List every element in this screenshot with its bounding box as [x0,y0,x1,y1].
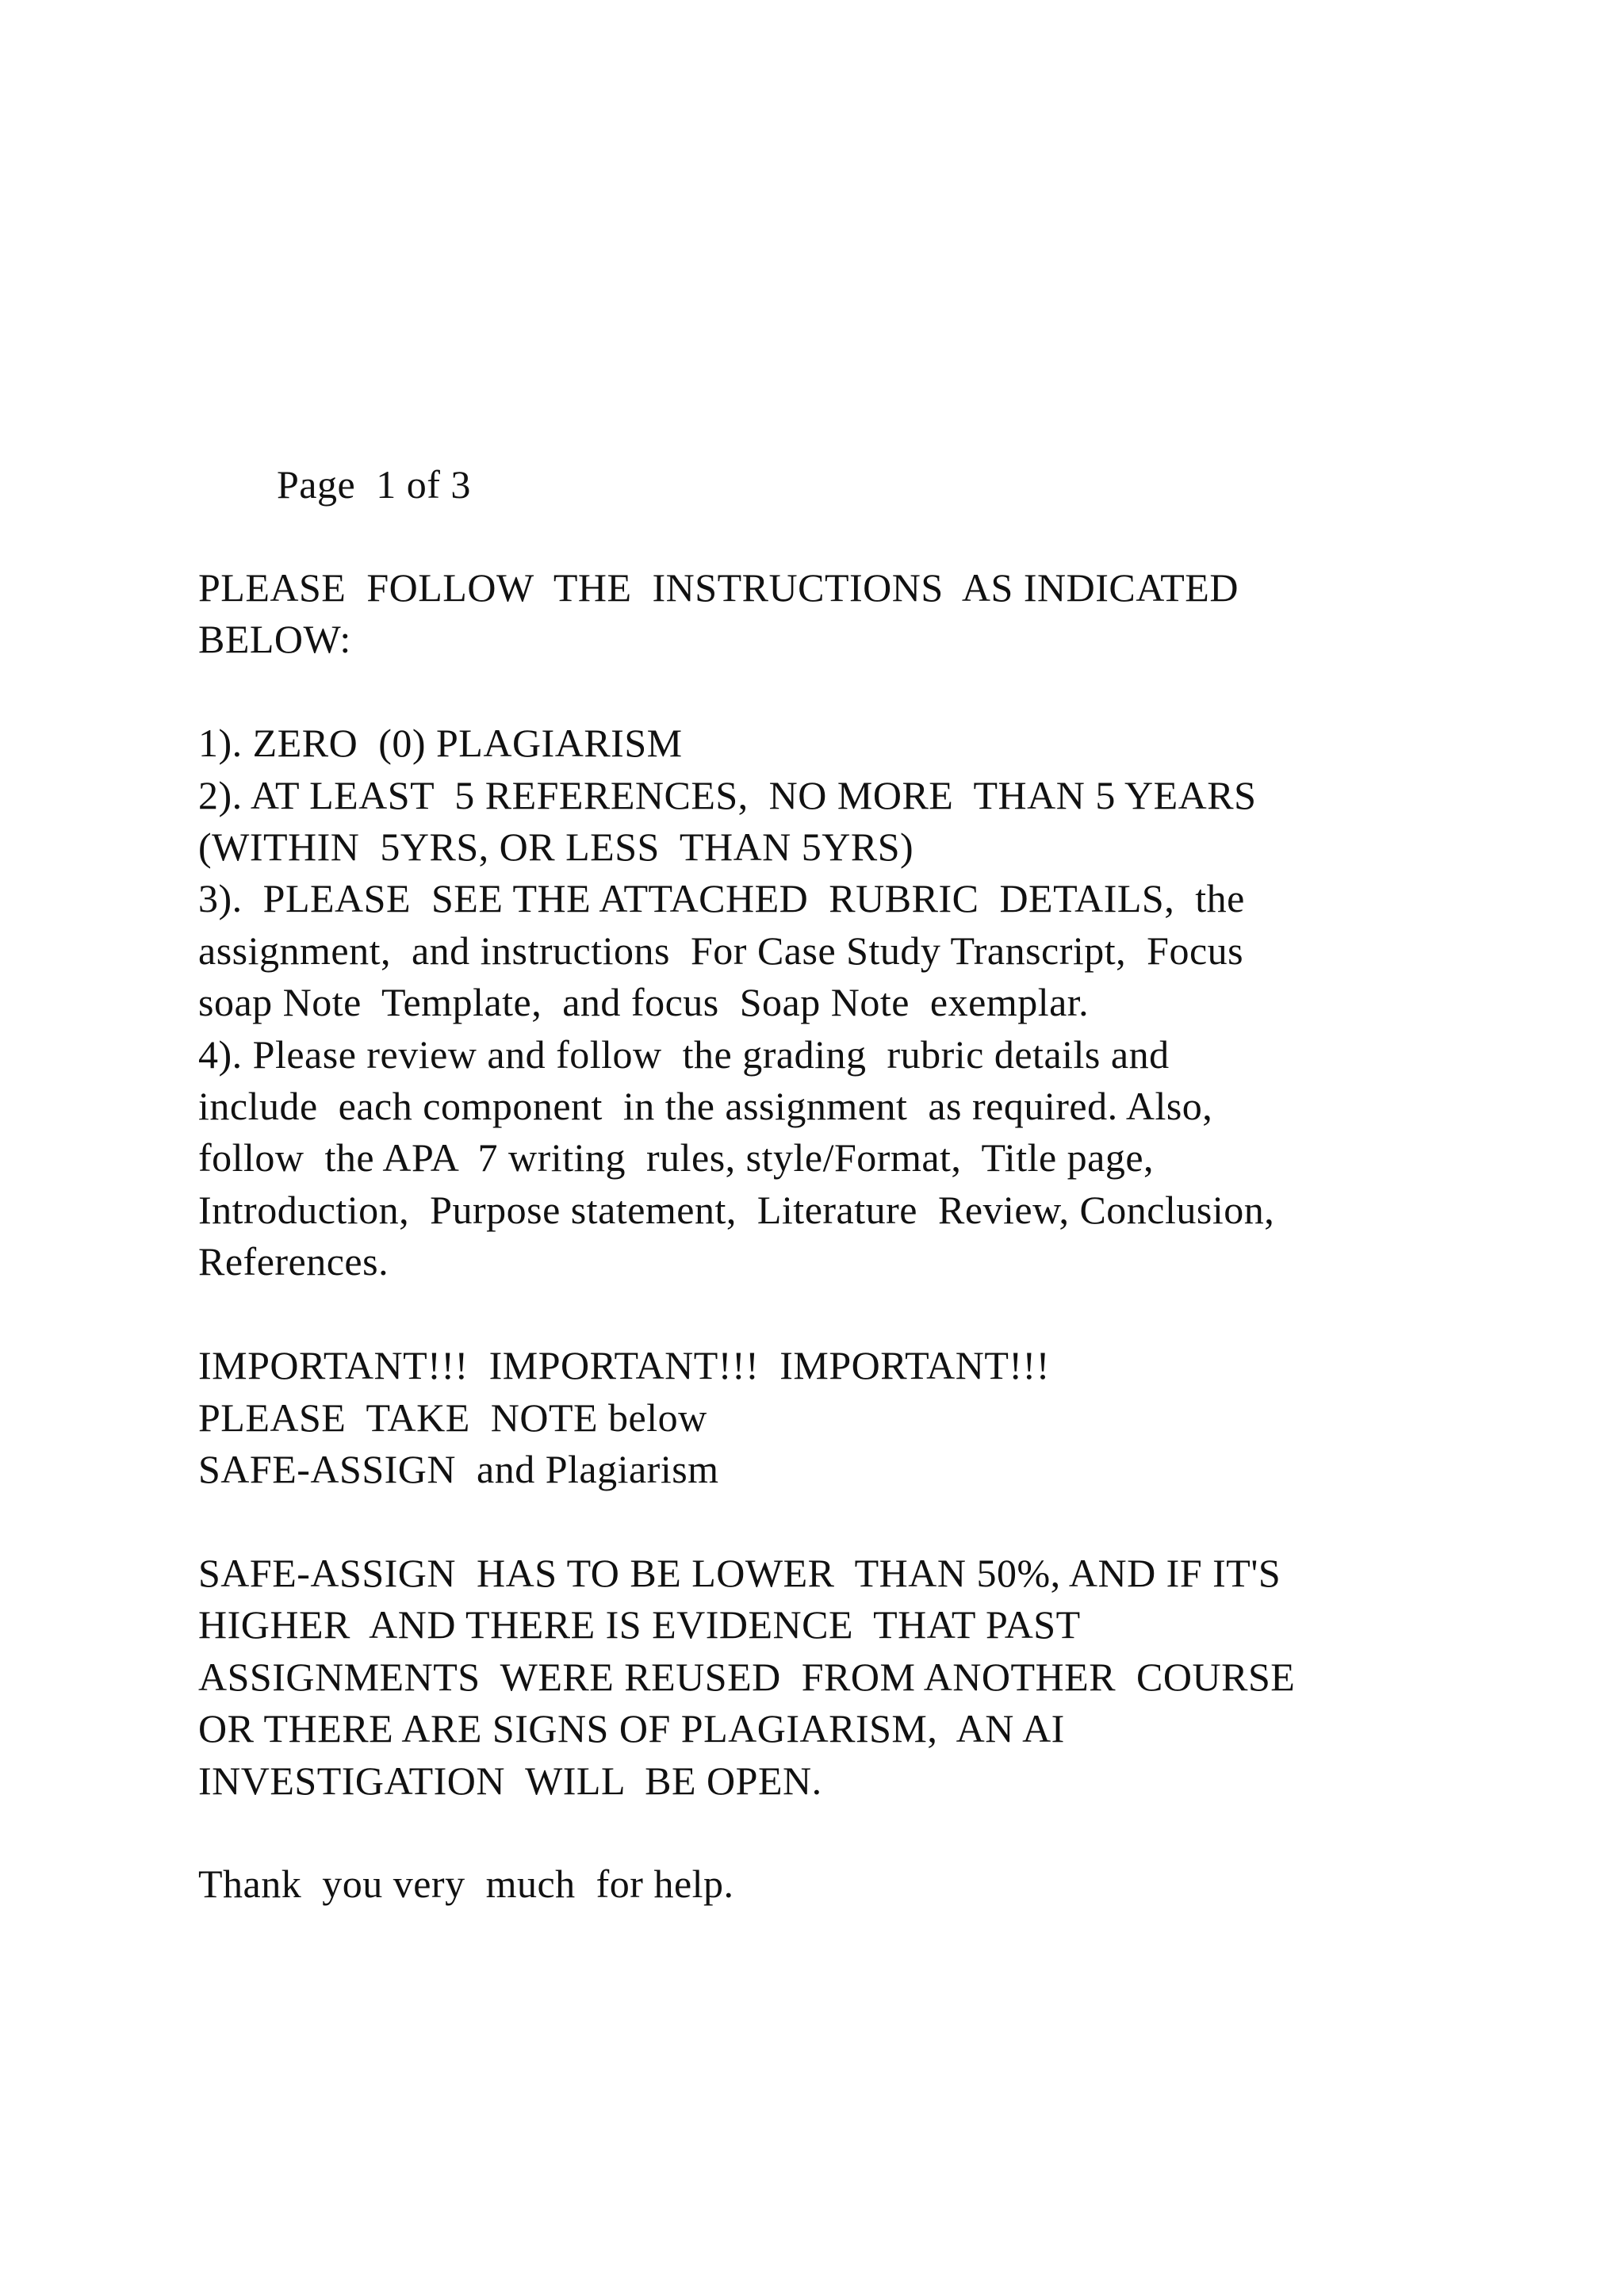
closing-line: Thank you very much for help. [198,1862,734,1906]
intro-line-1: PLEASE FOLLOW THE INSTRUCTIONS AS INDICATED [198,565,1239,610]
page-number-header: Page 1 of 3 [277,462,471,507]
instruction-line-10: Introduction, Purpose statement, Literature Review, Conclusion, [198,1188,1275,1232]
safeassign-line-5: INVESTIGATION WILL BE OPEN. [198,1758,822,1803]
instruction-line-1: 1). ZERO (0) PLAGIARISM [198,721,683,765]
instruction-line-11: References. [198,1239,389,1284]
instruction-line-3: (WITHIN 5YRS, OR LESS THAN 5YRS) [198,825,914,869]
safeassign-line-3: ASSIGNMENTS WERE REUSED FROM ANOTHER COURSE [198,1655,1296,1699]
important-line-1: IMPORTANT!!! IMPORTANT!!! IMPORTANT!!! [198,1343,1050,1387]
important-line-3: SAFE-ASSIGN and Plagiarism [198,1447,719,1491]
instruction-line-5: assignment, and instructions For Case Study Transcript, Focus [198,928,1244,973]
instruction-line-8: include each component in the assignment as required. Also, [198,1084,1213,1128]
instruction-line-2: 2). AT LEAST 5 REFERENCES, NO MORE THAN 5 YEARS [198,773,1257,817]
intro-line-2: BELOW: [198,617,351,661]
safeassign-line-1: SAFE-ASSIGN HAS TO BE LOWER THAN 50%, AND IF IT'S [198,1551,1281,1595]
instruction-line-9: follow the APA 7 writing rules, style/Format, Title page, [198,1135,1155,1180]
safeassign-line-4: OR THERE ARE SIGNS OF PLAGIARISM, AN AI [198,1706,1065,1751]
instruction-line-7: 4). Please review and follow the grading rubric details and [198,1032,1170,1077]
safeassign-line-2: HIGHER AND THERE IS EVIDENCE THAT PAST [198,1602,1081,1647]
instruction-line-6: soap Note Template, and focus Soap Note exemplar. [198,980,1090,1024]
important-line-2: PLEASE TAKE NOTE below [198,1395,707,1440]
instruction-line-4: 3). PLEASE SEE THE ATTACHED RUBRIC DETAILS, the [198,876,1245,920]
